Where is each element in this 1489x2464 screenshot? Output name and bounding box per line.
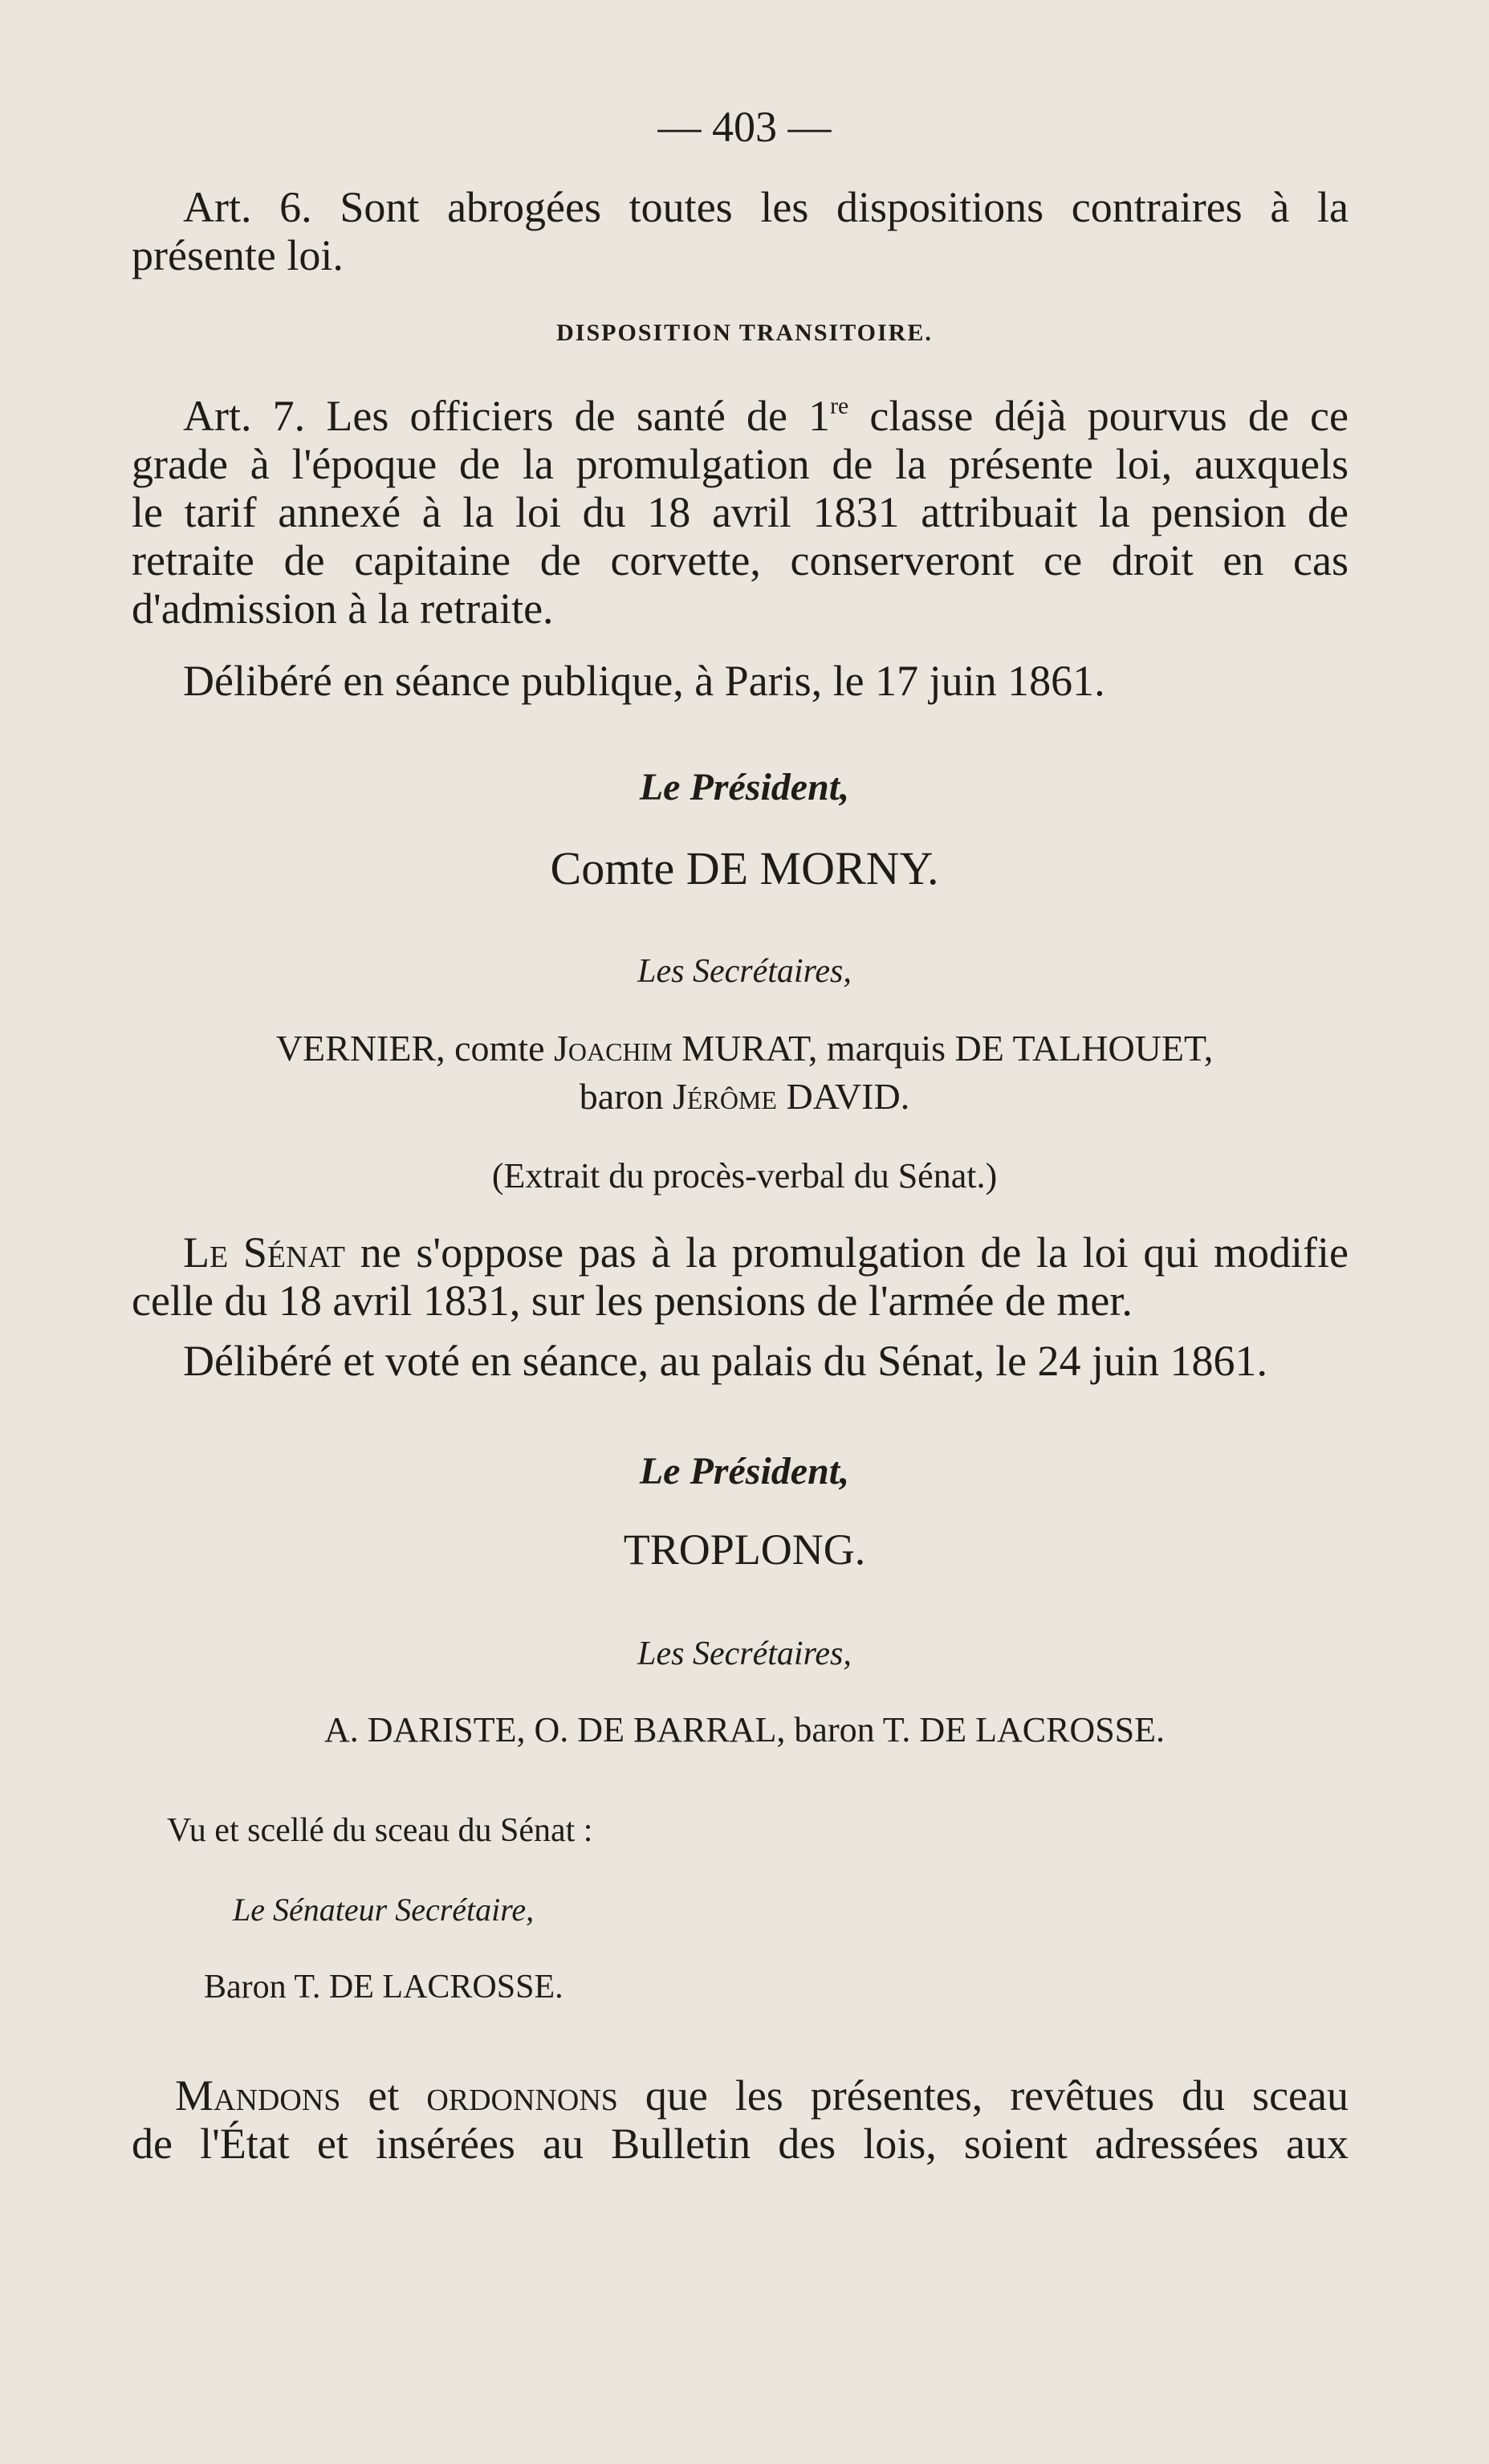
art6-line-1: Art. 6. Sont abrogées toutes les dispositions contraires à la	[183, 183, 1349, 231]
seal-line: Vu et scellé du sceau du Sénat :	[167, 1812, 593, 1849]
art6-line-2: présente loi.	[132, 231, 344, 279]
deliberation-2: Délibéré et voté en séance, au palais du Sénat, le 24 juin 1861.	[183, 1337, 1268, 1385]
president-label-1: Le Président,	[639, 766, 850, 808]
senator-name: Baron T. DE LACROSSE.	[204, 1969, 563, 2006]
secretaries-label-2: Les Secrétaires,	[637, 1635, 852, 1672]
secretaries-line-2: baron Jérôme DAVID.	[579, 1076, 910, 1117]
deliberation-1: Délibéré en séance publique, à Paris, le 17 juin 1861.	[183, 657, 1105, 705]
secretaries-label-1: Les Secrétaires,	[637, 953, 852, 990]
transitional-heading: DISPOSITION TRANSITOIRE.	[556, 320, 933, 346]
senate-line-2: celle du 18 avril 1831, sur les pensions de l'armée de mer.	[132, 1277, 1133, 1325]
art7-line-3: le tarif annexé à la loi du 18 avril 1831 attribuait la pension de	[132, 488, 1349, 536]
art7-line-2: grade à l'époque de la promulgation de la présente loi, auxquels	[132, 440, 1349, 488]
president-name-2: TROPLONG.	[623, 1525, 866, 1574]
senator-label: Le Sénateur Secrétaire,	[233, 1892, 535, 1928]
president-label-2: Le Président,	[639, 1450, 850, 1493]
secretaries-line-1: VERNIER, comte Joachim MURAT, marquis DE TALHOUET,	[275, 1028, 1214, 1069]
president-name-1: Comte DE MORNY.	[550, 842, 939, 894]
art7-line-1: Art. 7. Les officiers de santé de 1re classe déjà pourvus de ce	[183, 392, 1349, 440]
secretaries-line-3: A. DARISTE, O. DE BARRAL, baron T. DE LACROSSE.	[323, 1710, 1166, 1749]
page-number: — 403 —	[657, 103, 832, 151]
art7-line-4: retraite de capitaine de corvette, conserveront ce droit en cas	[132, 536, 1349, 584]
closing-line-2: de l'État et insérées au Bulletin des lois, soient adressées aux	[132, 2120, 1349, 2168]
closing-line-1: Mandons et ordonnons que les présentes, revêtues du sceau	[175, 2071, 1349, 2120]
art7-line-5: d'admission à la retraite.	[132, 584, 554, 633]
extract-note: (Extrait du procès-verbal du Sénat.)	[491, 1156, 998, 1195]
senate-line-1: Le Sénat ne s'oppose pas à la promulgation de la loi qui modifie	[183, 1228, 1349, 1277]
